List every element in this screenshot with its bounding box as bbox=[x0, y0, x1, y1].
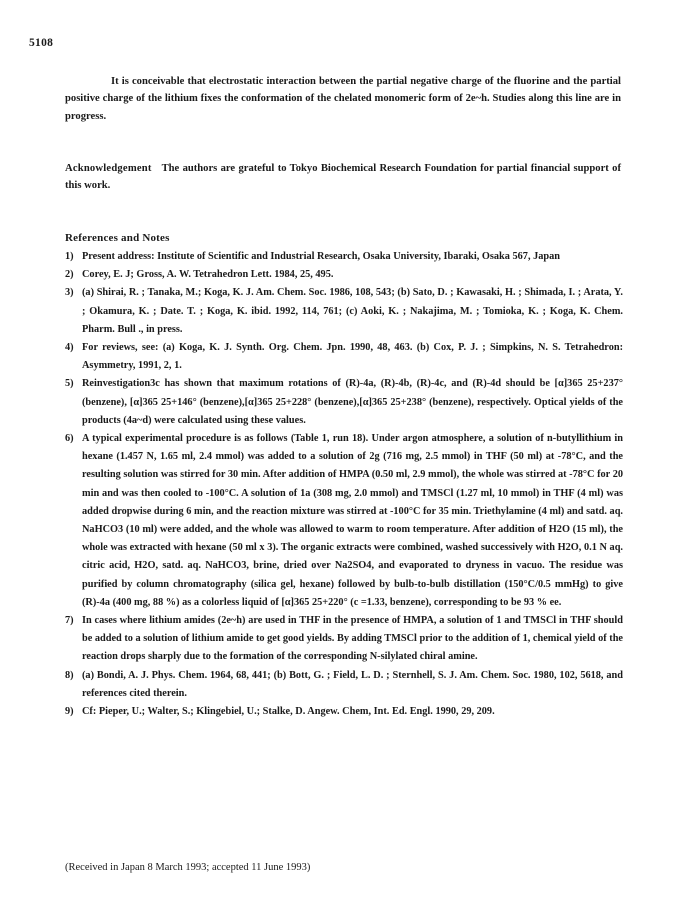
reference-number: 9) bbox=[65, 706, 74, 718]
reference-number: 1) bbox=[65, 251, 74, 262]
page-number: 5108 bbox=[29, 37, 54, 49]
reference-item bbox=[65, 430, 623, 612]
references-title: References and Notes bbox=[65, 232, 170, 244]
reference-number: 3) bbox=[65, 287, 74, 299]
reference-number: 7) bbox=[65, 615, 74, 627]
reference-text: A typical experimental procedure is as follows (Table 1, run 18). Under argon atmosphere, a solution of n-butyllithium in hexane (1.457 N, 1.65 ml, 2.4 mmol) was added to a solution of 2g (716 mg, 2.5 mmol) in THF (50 ml) at -78°C, and the resulting solution was stirred for 30 min. After addition of HMPA (0.50 ml, 2.9 mmol), the whole was stirred at -78°C for 20 min and was then cooled to -100°C. A solution of 1a (308 mg, 2.0 mmol) and TMSCl (1.27 ml, 10 mmol) in THF (4 ml) was added dropwise during 6 min, and the reaction mixture was stirred at -100°C for 35 min. Triethylamine (4 ml) and satd. aq. NaHCO3 (10 ml) were added, and the whole was allowed to warm to room temperature. After addition of H2O (15 ml), the whole was extracted with hexane (50 ml x 3). The organic extracts were combined, washed successively with H2O, 0.1 N aq. citric acid, H2O, satd. aq. NaHCO3, brine, dried over Na2SO4, and evaporated to dryness in vacuo. The residue was purified by column chromatography (silica gel, hexane) followed by bulb-to-bulb distillation (150°C/0.5 mmHg) to give (R)-4a (400 mg, 88 %) as a colorless liquid of [α]365 25+220° (c =1.33, benzene), corresponding to be 93 % ee. bbox=[82, 433, 623, 608]
acknowledgement-text: The authors are grateful to Tokyo Biochemical Research Foundation for partial financial support of this work. bbox=[65, 163, 621, 192]
reference-text: In cases where lithium amides (2e~h) are used in THF in the presence of HMPA, a solution of 1 and TMSCl in THF should be added to a solution of lithium amide to get good yields. By adding TMSCl prior to the addition of 1, chemical yield of the reaction drops sharply due to the formation of the corresponding N-silylated chiral amine. bbox=[82, 615, 623, 663]
reference-text: Corey, E. J; Gross, A. W. Tetrahedron Lett. 1984, 25, 495. bbox=[82, 269, 334, 281]
received-date: (Received in Japan 8 March 1993; accepted 11 June 1993) bbox=[65, 862, 311, 873]
reference-item bbox=[65, 248, 623, 266]
reference-item bbox=[65, 612, 623, 667]
reference-text: Cf: Pieper, U.; Walter, S.; Klingebiel, U.; Stalke, D. Angew. Chem, Int. Ed. Engl. 1990, 29, 209. bbox=[82, 706, 495, 718]
reference-number: 8) bbox=[65, 669, 74, 681]
reference-text: (a) Bondi, A. J. Phys. Chem. 1964, 68, 441; (b) Bott, G. ; Field, L. D. ; Sternhell, S. J. Am. Chem. Soc. 1980, 102, 5618, and references cited therein. bbox=[82, 669, 623, 699]
reference-item bbox=[65, 339, 623, 375]
reference-item bbox=[65, 667, 623, 703]
reference-text: Reinvestigation3c has shown that maximum rotations of (R)-4a, (R)-4b, (R)-4c, and (R)-4d should be [α]365 25+237° (benzene), [α]365 25+146° (benzene),[α]365 25+228° (benzene),[α]365 25+238° (benzene), respectively. Optical yields of the products (4a~d) were calculated using these values. bbox=[82, 378, 623, 426]
reference-text: For reviews, see: (a) Koga, K. J. Synth. Org. Chem. Jpn. 1990, 48, 463. (b) Cox, P. J. ; Simpkins, N. S. Tetrahedron: Asymmetry, 1991, 2, 1. bbox=[82, 342, 623, 372]
acknowledgement-heading: Acknowledgement bbox=[65, 163, 152, 174]
reference-text: (a) Shirai, R. ; Tanaka, M.; Koga, K. J. Am. Chem. Soc. 1986, 108, 543; (b) Sato, D. ; Kawasaki, H. ; Shimada, I. ; Arata, Y. ; Okamura, K. ; Date. T. ; Koga, K. ibid. 1992, 114, 761; (c) Aoki, K. ; Nakajima, M. ; Tomioka, K. ; Koga, K. Chem. Pharm. Bull ., in press. bbox=[82, 287, 623, 335]
reference-text: Present address: Institute of Scientific and Industrial Research, Osaka University, Ibaraki, Osaka 567, Japan bbox=[82, 251, 560, 262]
acknowledgement-paragraph bbox=[65, 160, 621, 195]
reference-item bbox=[65, 375, 623, 430]
reference-number: 2) bbox=[65, 269, 74, 281]
reference-number: 5) bbox=[65, 378, 74, 390]
reference-item bbox=[65, 703, 623, 721]
reference-item bbox=[65, 266, 623, 284]
reference-item bbox=[65, 284, 623, 339]
intro-paragraph: It is conceivable that electrostatic interaction between the partial negative charge of the fluorine and the partial positive charge of the lithium fixes the conformation of the chelated monomeric form of 2e~h. Studies along this line are in progress. bbox=[65, 76, 621, 122]
reference-number: 6) bbox=[65, 433, 74, 445]
reference-number: 4) bbox=[65, 342, 74, 354]
references-list bbox=[65, 248, 623, 721]
